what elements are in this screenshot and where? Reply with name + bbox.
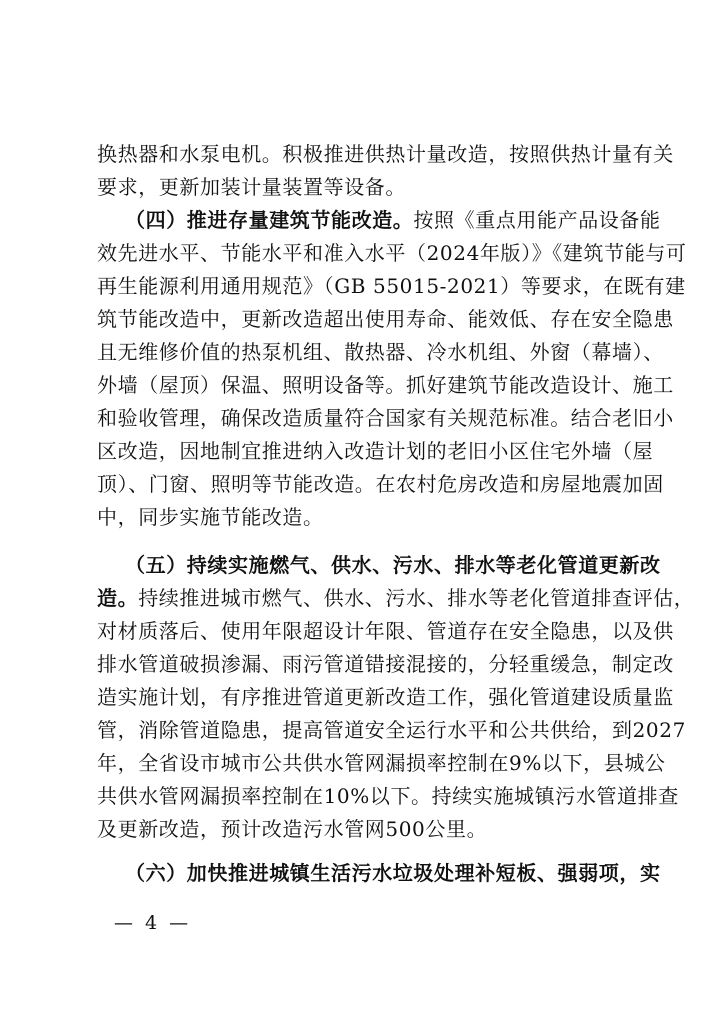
text-line: 对材质落后、使用年限超设计年限、管道存在安全隐患，以及供 [97,619,674,643]
section-heading-4: （四）推进存量建筑节能改造。 [125,208,414,232]
text-line: 且无维修价值的热泵机组、散热器、冷水机组、外窗（幕墙）、 [97,340,664,364]
text-line: 再生能源利用通用规范》（GB 55015-2021）等要求，在既有建 [97,274,686,298]
text-line: 造实施计划，有序推进管道更新改造工作，强化管道建设质量监 [97,685,674,709]
section-text: 持续推进城市燃气、供水、污水、排水等老化管道排查评估， [138,586,695,610]
text-line: 效先进水平、节能水平和准入水平（2024年版）》《建筑节能与可 [97,241,687,265]
text-line: 及更新改造，预计改造污水管网500公里。 [97,817,488,841]
text-line: 换热器和水泵电机。积极推进供热计量改造，按照供热计量有关 [97,142,674,166]
section-heading-6: （六）加快推进城镇生活污水垃圾处理补短板、强弱项，实 [125,861,661,885]
text-line: 共供水管网漏损率控制在10%以下。持续实施城镇污水管道排查 [97,784,679,808]
section-heading-5: （五）持续实施燃气、供水、污水、排水等老化管道更新改 [125,553,661,577]
section-text: 按照《重点用能产品设备能 [413,208,661,232]
text-line: 和验收管理，确保改造质量符合国家有关规范标准。结合老旧小 [97,406,674,430]
text-line: 中，同步实施节能改造。 [97,505,324,529]
text-line: 管，消除管道隐患，提高管道安全运行水平和公共供给，到2027 [97,718,686,742]
text-line: 排水管道破损渗漏、雨污管道错接混接的，分轻重缓急，制定改 [97,652,674,676]
text-line [97,583,695,613]
text-line: 外墙（屋顶）保温、照明设备等。抓好建筑节能改造设计、施工 [97,373,674,397]
text-line [97,205,661,235]
section-heading-5-end: 造。 [97,586,139,610]
text-line: 年，全省设市城市公共供水管网漏损率控制在9%以下，县城公 [97,751,666,775]
page-number: — 4 — [114,912,192,934]
text-line: 顶）、门窗、照明等节能改造。在农村危房改造和房屋地震加固 [97,472,664,496]
text-line: 筑节能改造中，更新改造超出使用寿命、能效低、存在安全隐患 [97,307,674,331]
text-line: 区改造，因地制宜推进纳入改造计划的老旧小区住宅外墙（屋 [97,439,654,463]
text-line: 要求，更新加装计量装置等设备。 [97,175,406,199]
